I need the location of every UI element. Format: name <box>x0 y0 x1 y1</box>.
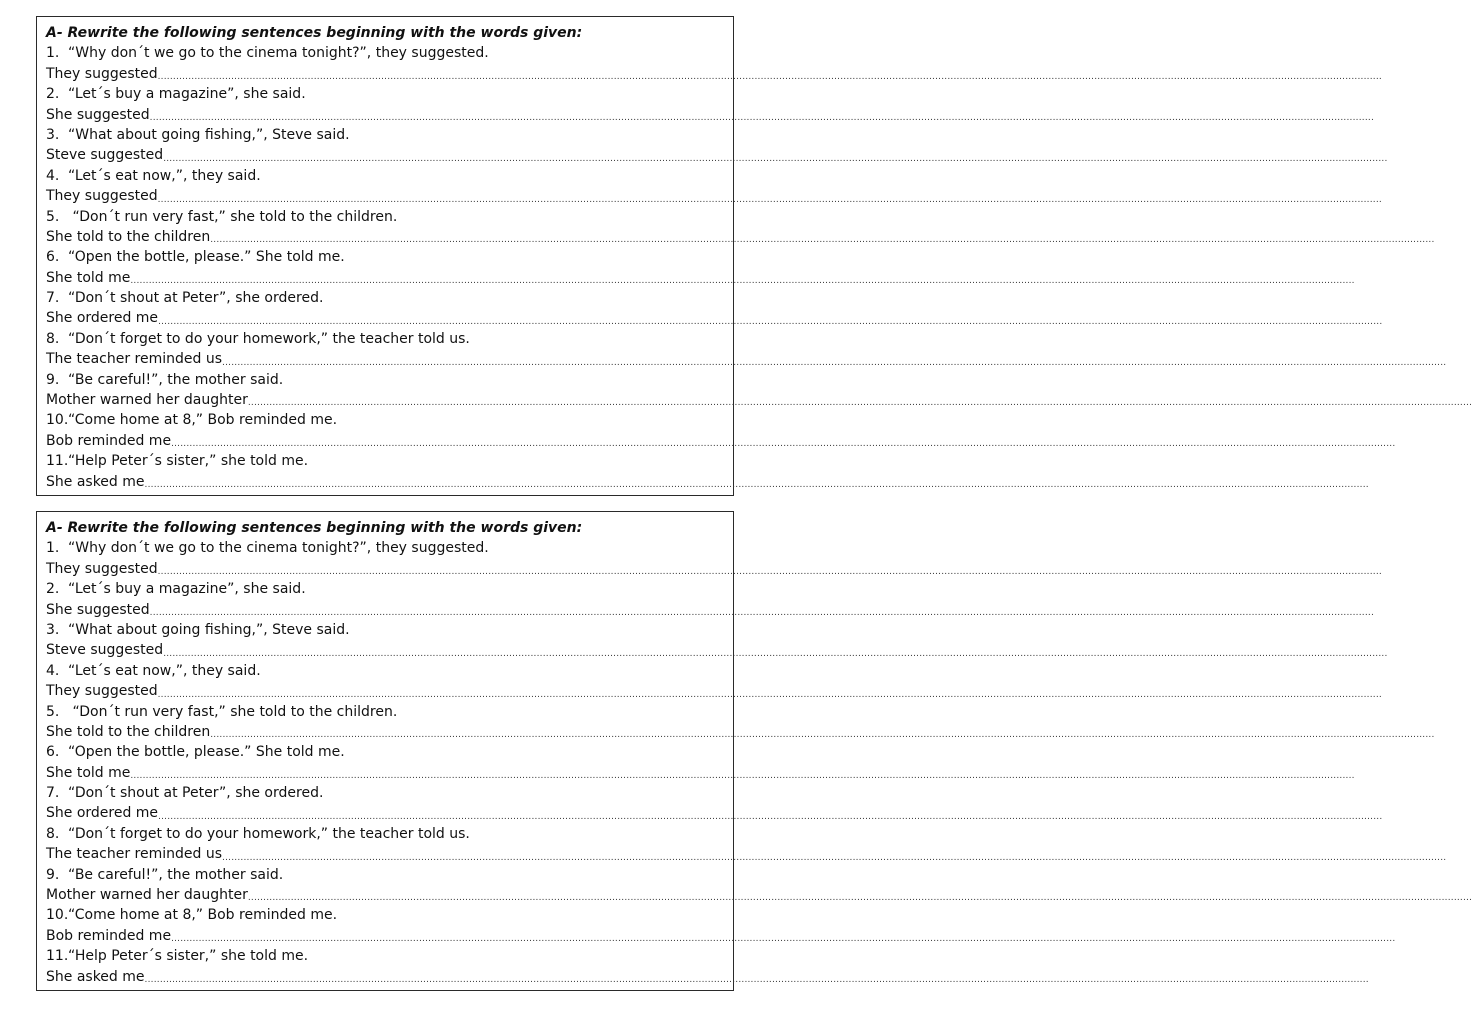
question-number: 3. <box>46 621 60 638</box>
question-number: 2. <box>46 581 60 598</box>
answer-prompt: She asked me <box>46 473 145 490</box>
answer-line <box>46 145 1388 165</box>
exercise-list <box>46 538 1472 987</box>
question-line <box>46 661 725 681</box>
answer-blank[interactable]: ................................................................................................................................................................................................................................................................................................................................................................................................................ <box>157 194 1382 205</box>
answer-blank[interactable]: ................................................................................................................................................................................................................................................................................................................................................................................................................ <box>144 479 1369 490</box>
answer-line <box>46 681 1382 701</box>
question-line <box>46 84 725 104</box>
answer-blank[interactable]: ................................................................................................................................................................................................................................................................................................................................................................................................................ <box>247 398 1472 409</box>
answer-blank[interactable]: ................................................................................................................................................................................................................................................................................................................................................................................................................ <box>157 567 1382 578</box>
question-line <box>46 946 725 966</box>
question-text: “Be careful!”, the mother said. <box>68 866 284 883</box>
question-number: 9. <box>46 866 60 883</box>
question-number: 7. <box>46 785 60 802</box>
question-text: “What about going fishing,”, Steve said. <box>68 126 350 143</box>
answer-line <box>46 227 1435 247</box>
question-line <box>46 824 725 844</box>
answer-prompt: The teacher reminded us <box>46 846 223 863</box>
question-number: 6. <box>46 744 60 761</box>
answer-blank[interactable]: ................................................................................................................................................................................................................................................................................................................................................................................................................ <box>163 648 1388 659</box>
answer-blank[interactable]: ................................................................................................................................................................................................................................................................................................................................................................................................................ <box>210 730 1435 741</box>
question-text: “Come home at 8,” Bob reminded me. <box>68 907 338 924</box>
answer-line <box>46 64 1382 84</box>
answer-prompt: She suggested <box>46 601 150 618</box>
question-line <box>46 783 725 803</box>
answer-blank[interactable]: ................................................................................................................................................................................................................................................................................................................................................................................................................ <box>210 235 1435 246</box>
answer-prompt: She told to the children <box>46 228 211 245</box>
question-line <box>46 329 725 349</box>
question-text: “Come home at 8,” Bob reminded me. <box>68 412 338 429</box>
answer-blank[interactable]: ................................................................................................................................................................................................................................................................................................................................................................................................................ <box>171 439 1396 450</box>
question-number: 7. <box>46 290 60 307</box>
answer-line <box>46 967 1369 987</box>
answer-blank[interactable]: ................................................................................................................................................................................................................................................................................................................................................................................................................ <box>158 811 1383 822</box>
question-number: 11. <box>46 453 69 470</box>
answer-blank[interactable]: ................................................................................................................................................................................................................................................................................................................................................................................................................ <box>144 974 1369 985</box>
question-number: 4. <box>46 662 60 679</box>
answer-line <box>46 926 1396 946</box>
question-text: “Don´t run very fast,” she told to the children. <box>68 703 398 720</box>
question-text: “Let´s buy a magazine”, she said. <box>68 86 306 103</box>
question-text: “Help Peter´s sister,” she told me. <box>68 453 309 470</box>
question-line <box>46 207 725 227</box>
answer-prompt: They suggested <box>46 188 158 205</box>
worksheet-title: A- Rewrite the following sentences beginning with the words given: <box>46 520 583 536</box>
question-number: 6. <box>46 249 60 266</box>
question-line <box>46 288 725 308</box>
question-text: “Why don´t we go to the cinema tonight?”, they suggested. <box>68 45 489 62</box>
question-line <box>46 43 725 63</box>
question-line <box>46 620 725 640</box>
question-text: “Don´t shout at Peter”, she ordered. <box>68 290 324 307</box>
question-text: “Open the bottle, please.” She told me. <box>68 249 345 266</box>
answer-line <box>46 186 1382 206</box>
question-number: 1. <box>46 45 60 62</box>
answer-line <box>46 844 1447 864</box>
question-line <box>46 370 725 390</box>
exercise-list <box>46 43 1472 492</box>
question-text: “Let´s eat now,”, they said. <box>68 167 261 184</box>
question-number: 8. <box>46 330 60 347</box>
question-line <box>46 451 725 471</box>
question-number: 11. <box>46 948 69 965</box>
question-text: “Why don´t we go to the cinema tonight?”, they suggested. <box>68 540 489 557</box>
question-text: “What about going fishing,”, Steve said. <box>68 621 350 638</box>
answer-line <box>46 885 1472 905</box>
answer-prompt: Steve suggested <box>46 642 164 659</box>
answer-blank[interactable]: ................................................................................................................................................................................................................................................................................................................................................................................................................ <box>222 852 1447 863</box>
answer-line <box>46 390 1472 410</box>
answer-blank[interactable]: ................................................................................................................................................................................................................................................................................................................................................................................................................ <box>158 316 1383 327</box>
question-line <box>46 410 725 430</box>
question-line <box>46 702 725 722</box>
question-line <box>46 538 725 558</box>
answer-blank[interactable]: ................................................................................................................................................................................................................................................................................................................................................................................................................ <box>149 112 1375 123</box>
answer-prompt: They suggested <box>46 65 158 82</box>
question-text: “Don´t run very fast,” she told to the children. <box>68 208 398 225</box>
question-text: “Let´s buy a magazine”, she said. <box>68 581 306 598</box>
answer-line <box>46 803 1383 823</box>
answer-prompt: Mother warned her daughter <box>46 887 248 904</box>
question-line <box>46 579 725 599</box>
answer-prompt: She suggested <box>46 106 150 123</box>
answer-prompt: She told me <box>46 764 131 781</box>
question-line <box>46 905 725 925</box>
answer-blank[interactable]: ................................................................................................................................................................................................................................................................................................................................................................................................................ <box>163 153 1388 164</box>
answer-blank[interactable]: ................................................................................................................................................................................................................................................................................................................................................................................................................ <box>157 689 1382 700</box>
answer-blank[interactable]: ................................................................................................................................................................................................................................................................................................................................................................................................................ <box>149 607 1375 618</box>
answer-prompt: She told me <box>46 269 131 286</box>
answer-prompt: They suggested <box>46 683 158 700</box>
answer-line <box>46 600 1375 620</box>
answer-blank[interactable]: ................................................................................................................................................................................................................................................................................................................................................................................................................ <box>171 934 1396 945</box>
worksheet-title: A- Rewrite the following sentences beginning with the words given: <box>46 25 583 41</box>
worksheet-box-2 <box>36 511 1472 991</box>
question-number: 10. <box>46 412 69 429</box>
question-number: 3. <box>46 126 60 143</box>
question-line <box>46 865 725 885</box>
question-line <box>46 742 725 762</box>
answer-prompt: Mother warned her daughter <box>46 392 248 409</box>
answer-blank[interactable]: ................................................................................................................................................................................................................................................................................................................................................................................................................ <box>247 893 1472 904</box>
answer-line <box>46 268 1355 288</box>
answer-line <box>46 308 1383 328</box>
question-number: 2. <box>46 86 60 103</box>
question-number: 1. <box>46 540 60 557</box>
question-text: “Don´t shout at Peter”, she ordered. <box>68 785 324 802</box>
answer-blank[interactable]: ................................................................................................................................................................................................................................................................................................................................................................................................................ <box>222 357 1447 368</box>
question-text: “Open the bottle, please.” She told me. <box>68 744 345 761</box>
question-number: 10. <box>46 907 69 924</box>
answer-line <box>46 349 1447 369</box>
answer-blank[interactable]: ................................................................................................................................................................................................................................................................................................................................................................................................................ <box>157 72 1382 83</box>
question-number: 4. <box>46 167 60 184</box>
question-number: 5. <box>46 703 60 720</box>
answer-line <box>46 763 1355 783</box>
answer-prompt: She told to the children <box>46 723 211 740</box>
question-number: 5. <box>46 208 60 225</box>
question-number: 8. <box>46 825 60 842</box>
answer-prompt: She asked me <box>46 968 145 985</box>
question-text: “Don´t forget to do your homework,” the teacher told us. <box>68 330 470 347</box>
question-line <box>46 247 725 267</box>
question-text: “Don´t forget to do your homework,” the teacher told us. <box>68 825 470 842</box>
answer-line <box>46 722 1435 742</box>
answer-line <box>46 559 1382 579</box>
answer-line <box>46 472 1369 492</box>
answer-line <box>46 105 1375 125</box>
question-line <box>46 166 725 186</box>
question-line <box>46 125 725 145</box>
worksheet-box-1 <box>36 16 1472 496</box>
question-text: “Help Peter´s sister,” she told me. <box>68 948 309 965</box>
answer-prompt: Bob reminded me <box>46 432 172 449</box>
answer-prompt: She ordered me <box>46 805 159 822</box>
answer-prompt: She ordered me <box>46 310 159 327</box>
question-number: 9. <box>46 371 60 388</box>
question-text: “Be careful!”, the mother said. <box>68 371 284 388</box>
answer-line <box>46 640 1388 660</box>
answer-line <box>46 431 1396 451</box>
answer-prompt: The teacher reminded us <box>46 351 223 368</box>
answer-prompt: Steve suggested <box>46 147 164 164</box>
answer-prompt: Bob reminded me <box>46 927 172 944</box>
answer-prompt: They suggested <box>46 560 158 577</box>
question-text: “Let´s eat now,”, they said. <box>68 662 261 679</box>
answer-blank[interactable]: ................................................................................................................................................................................................................................................................................................................................................................................................................ <box>130 276 1355 287</box>
answer-blank[interactable]: ................................................................................................................................................................................................................................................................................................................................................................................................................ <box>130 771 1355 782</box>
